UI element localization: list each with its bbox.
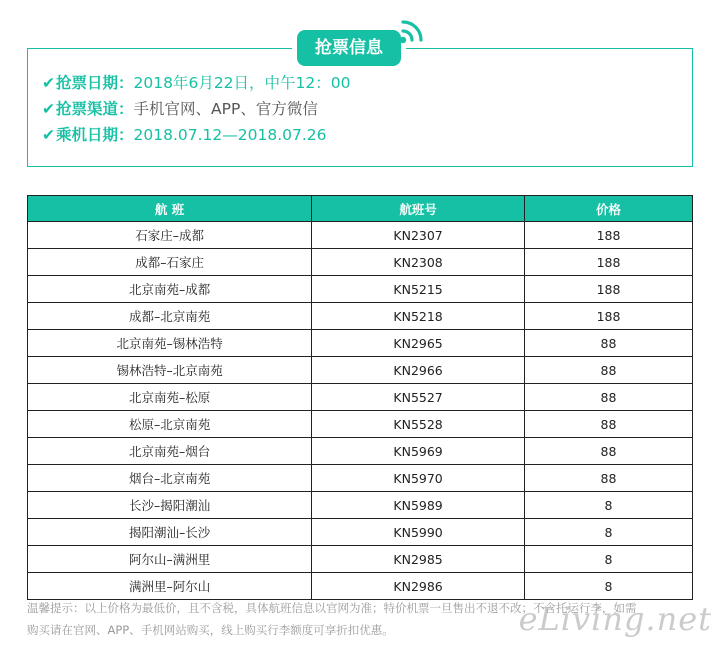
cell-flight-no: KN2965: [312, 330, 525, 357]
table-row: [28, 222, 693, 249]
check-icon: ✔: [42, 100, 55, 118]
cell-flight-no: KN5990: [312, 519, 525, 546]
cell-route: 锡林浩特–北京南苑: [28, 357, 312, 384]
cell-price: 188: [525, 276, 693, 303]
info-lines: [42, 70, 351, 148]
cell-price: 88: [525, 357, 693, 384]
table-row: [28, 384, 693, 411]
check-icon: ✔: [42, 126, 55, 144]
flights-table: [27, 195, 693, 600]
info-value: 手机官网、APP、官方微信: [133, 100, 318, 118]
cell-flight-no: KN5528: [312, 411, 525, 438]
info-line-channel: [42, 96, 351, 122]
table-row: [28, 276, 693, 303]
cell-flight-no: KN5218: [312, 303, 525, 330]
cell-route: 北京南苑–烟台: [28, 438, 312, 465]
cell-price: 188: [525, 249, 693, 276]
cell-route: 揭阳潮汕–长沙: [28, 519, 312, 546]
cell-route: 成都–北京南苑: [28, 303, 312, 330]
table-row: [28, 573, 693, 600]
cell-route: 松原–北京南苑: [28, 411, 312, 438]
cell-flight-no: KN2307: [312, 222, 525, 249]
table-header-row: [28, 196, 693, 222]
signal-waves-icon: [395, 16, 427, 46]
table-body: [28, 222, 693, 600]
table-row: [28, 303, 693, 330]
cell-flight-no: KN2308: [312, 249, 525, 276]
cell-price: 188: [525, 222, 693, 249]
table-row: [28, 492, 693, 519]
watermark-logo: eLiving.net: [518, 600, 712, 638]
cell-flight-no: KN2986: [312, 573, 525, 600]
cell-route: 成都–石家庄: [28, 249, 312, 276]
cell-route: 石家庄–成都: [28, 222, 312, 249]
cell-route: 北京南苑–松原: [28, 384, 312, 411]
cell-price: 188: [525, 303, 693, 330]
info-value: 2018年6月22日，中午12：00: [133, 74, 351, 92]
cell-route: 北京南苑–锡林浩特: [28, 330, 312, 357]
info-line-flight-dates: [42, 122, 351, 148]
cell-flight-no: KN2985: [312, 546, 525, 573]
info-value: 2018.07.12—2018.07.26: [133, 126, 327, 144]
info-label: 乘机日期：: [56, 126, 134, 144]
cell-route: 满洲里–阿尔山: [28, 573, 312, 600]
cell-price: 88: [525, 465, 693, 492]
cell-route: 阿尔山–满洲里: [28, 546, 312, 573]
table-row: [28, 411, 693, 438]
info-title: 抢票信息: [297, 30, 401, 66]
info-label: 抢票日期：: [56, 74, 134, 92]
table-row: [28, 438, 693, 465]
cell-price: 8: [525, 573, 693, 600]
cell-price: 88: [525, 438, 693, 465]
footnote-line-2: 购买请在官网、APP、手机网站购买，线上购买行李额度可享折扣优惠。: [27, 623, 394, 637]
cell-route: 烟台–北京南苑: [28, 465, 312, 492]
table-row: [28, 465, 693, 492]
cell-price: 88: [525, 330, 693, 357]
table-row: [28, 357, 693, 384]
cell-price: 8: [525, 519, 693, 546]
table-row: [28, 330, 693, 357]
cell-price: 8: [525, 492, 693, 519]
cell-route: 长沙–揭阳潮汕: [28, 492, 312, 519]
cell-price: 8: [525, 546, 693, 573]
footnote-line-1: 温馨提示：以上价格为最低价，且不含税，具体航班信息以官网为准；特价机票一旦售出不退不改；不含托运行李，如需: [27, 601, 637, 615]
cell-price: 88: [525, 384, 693, 411]
cell-flight-no: KN5215: [312, 276, 525, 303]
check-icon: ✔: [42, 74, 55, 92]
cell-flight-no: KN5970: [312, 465, 525, 492]
cell-price: 88: [525, 411, 693, 438]
info-line-date: [42, 70, 351, 96]
cell-route: 北京南苑–成都: [28, 276, 312, 303]
table-row: [28, 249, 693, 276]
cell-flight-no: KN5527: [312, 384, 525, 411]
cell-flight-no: KN5989: [312, 492, 525, 519]
table-row: [28, 546, 693, 573]
table-row: [28, 519, 693, 546]
cell-flight-no: KN5969: [312, 438, 525, 465]
info-label: 抢票渠道：: [56, 100, 134, 118]
header-route: 航 班: [28, 196, 312, 222]
header-price: 价格: [525, 196, 693, 222]
header-flight-no: 航班号: [312, 196, 525, 222]
cell-flight-no: KN2966: [312, 357, 525, 384]
